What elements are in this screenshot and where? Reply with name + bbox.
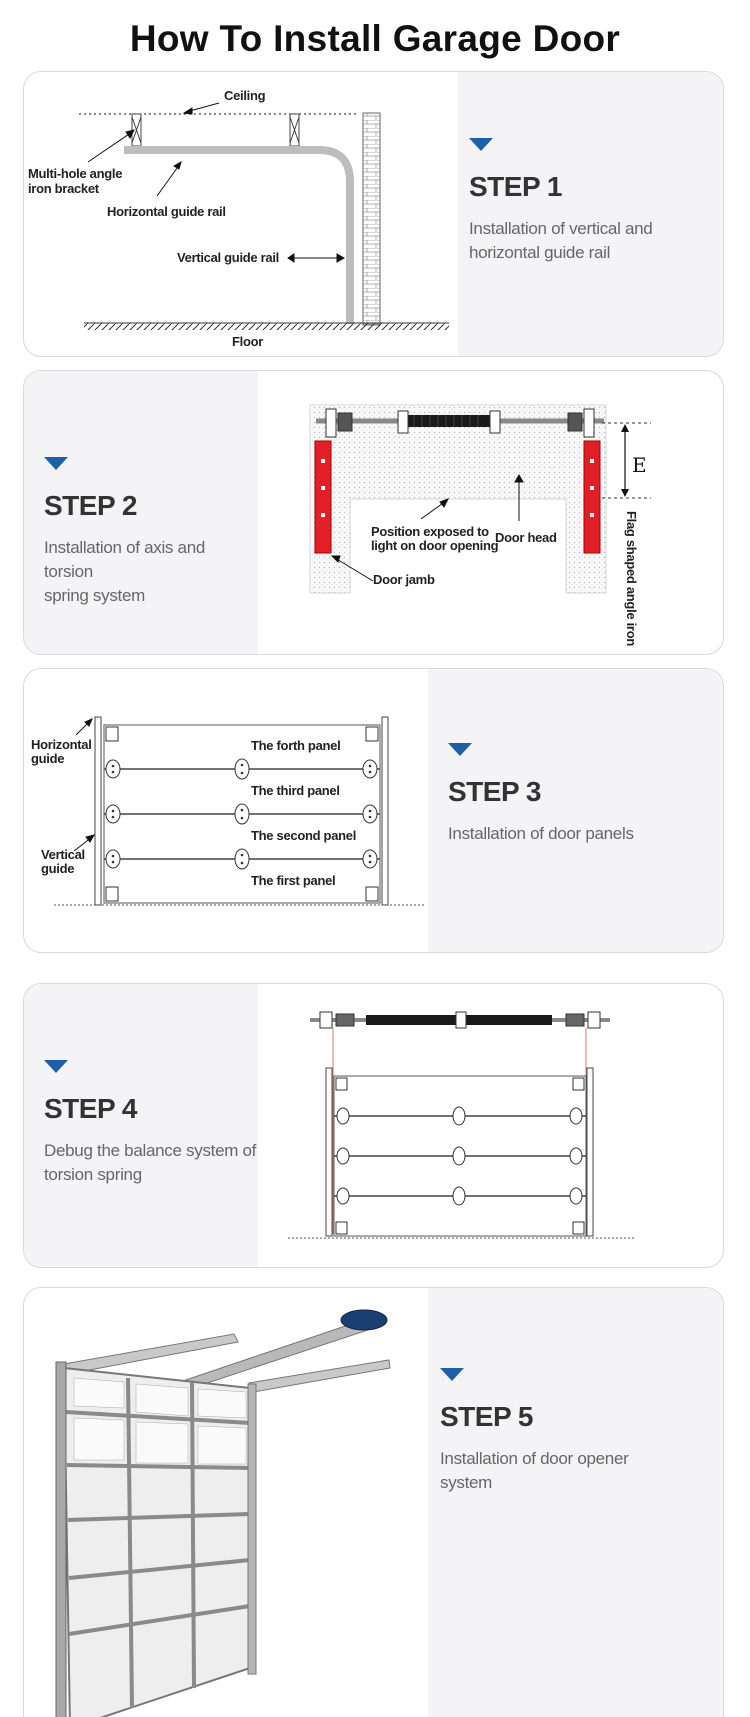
step-1-text-panel: [458, 72, 723, 356]
step-4-description: Debug the balance system of torsion spring: [44, 1141, 257, 1184]
opener-motor: [341, 1310, 387, 1330]
label-horizontal-line1: Horizontal: [31, 737, 92, 752]
flag-angle-iron-right: [584, 441, 600, 553]
label-floor: Floor: [232, 334, 263, 349]
label-vertical-guide-rail: Vertical guide rail: [177, 250, 279, 265]
label-panel3: The third panel: [251, 783, 340, 798]
step-4-title: STEP 4: [44, 1093, 137, 1124]
step-4-text-panel: [24, 984, 258, 1267]
step-2-text-panel: [24, 371, 258, 654]
step-5-diagram: [24, 1288, 428, 1717]
step-3-marker-icon: [448, 743, 472, 756]
step-1-title: STEP 1: [469, 171, 562, 202]
page-title: How To Install Garage Door: [129, 18, 621, 59]
label-panel1: The first panel: [251, 873, 336, 888]
label-dimension: E: [632, 453, 647, 477]
step-5-card: [23, 1287, 724, 1717]
step-3-title: STEP 3: [448, 776, 541, 807]
label-vertical-line1: Vertical: [41, 847, 85, 862]
step-2-card: [23, 370, 724, 655]
label-door-head: Door head: [495, 530, 557, 545]
step-1-marker-icon: [469, 138, 493, 151]
step-3-description: Installation of door panels: [448, 824, 634, 843]
flag-angle-iron-left: [315, 441, 331, 553]
label-bracket-line2: iron bracket: [28, 181, 99, 196]
step-2-marker-icon: [44, 457, 68, 470]
step-1-card: [23, 71, 724, 357]
step-5-title: STEP 5: [440, 1401, 533, 1432]
step-5-description: Installation of door opener system: [440, 1449, 629, 1492]
label-horizontal-guide-rail: Horizontal guide rail: [107, 204, 226, 219]
step-1-diagram: [24, 72, 458, 356]
step-3-text-panel: [428, 669, 723, 952]
vertical-guide-left: [95, 717, 101, 905]
step-4-marker-icon: [44, 1060, 68, 1073]
label-position-line2: light on door opening: [371, 538, 499, 553]
label-bracket-line1: Multi-hole angle: [28, 166, 123, 181]
step-3-diagram: [24, 669, 428, 952]
step-2-description: Installation of axis and torsion spring system: [44, 538, 206, 605]
horizontal-guide-rail: [124, 150, 350, 324]
label-door-jamb: Door jamb: [373, 572, 435, 587]
step-4-card: [23, 983, 724, 1268]
label-vertical-line2: guide: [41, 861, 75, 876]
step-3-card: [23, 668, 724, 953]
step-5-marker-icon: [440, 1368, 464, 1381]
label-flag-iron: Flag shaped angle iron: [624, 511, 639, 646]
step-4-diagram: [258, 984, 723, 1267]
angle-bracket-right: [290, 114, 299, 146]
label-position-line1: Position exposed to: [371, 524, 489, 539]
step-2-title: STEP 2: [44, 490, 137, 521]
step-1-description: Installation of vertical and horizontal guide rail: [469, 219, 653, 262]
vertical-guide-right: [382, 717, 388, 905]
step-2-diagram: [258, 371, 723, 654]
label-horizontal-line2: guide: [31, 751, 65, 766]
step-5-text-panel: [428, 1288, 723, 1717]
label-panel4: The forth panel: [251, 738, 341, 753]
label-ceiling: Ceiling: [224, 88, 266, 103]
label-panel2: The second panel: [251, 828, 357, 843]
door-wall: [310, 405, 606, 593]
